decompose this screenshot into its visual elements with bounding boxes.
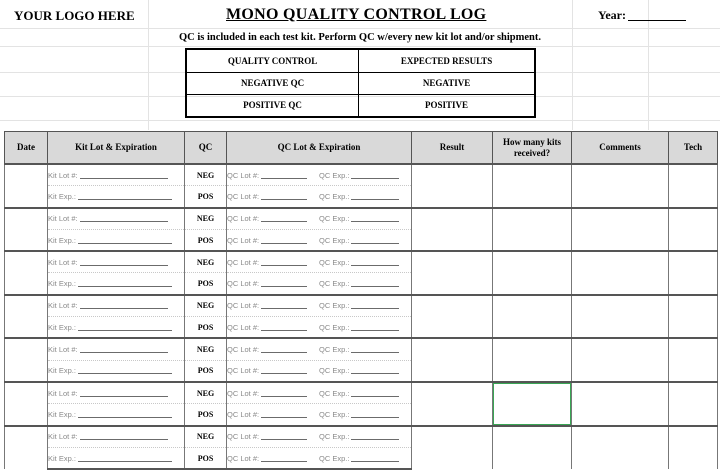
kit-lot-cell[interactable]: [48, 208, 185, 230]
tech-cell[interactable]: [669, 338, 718, 382]
field-label: QC Exp.:: [319, 366, 350, 376]
blank-line[interactable]: [261, 286, 307, 287]
field-label: Kit Exp.:: [48, 453, 76, 463]
kit-exp-cell[interactable]: [48, 447, 185, 469]
field-label: Kit Lot #:: [48, 345, 78, 355]
negative-result: NEGATIVE: [359, 72, 535, 94]
blank-line[interactable]: [80, 265, 168, 266]
field-label: QC Exp.:: [319, 453, 350, 463]
qc-pos-label: POS: [185, 447, 227, 469]
kit-lot-cell[interactable]: [48, 338, 185, 360]
blank-line[interactable]: [351, 417, 399, 418]
result-cell[interactable]: [412, 338, 493, 382]
qc-lot-cell[interactable]: [227, 426, 412, 448]
logo-placeholder: YOUR LOGO HERE: [14, 8, 135, 23]
field-label: QC Exp.:: [319, 322, 350, 332]
col-kit-lot: Kit Lot & Expiration: [48, 132, 185, 165]
kit-lot-cell[interactable]: [48, 382, 185, 404]
comments-cell[interactable]: [572, 295, 669, 339]
col-kits-received: How many kits received?: [493, 132, 572, 165]
qc-lot-cell[interactable]: [227, 295, 412, 317]
log-entry-neg-row: [5, 295, 718, 317]
field-label: QC Lot #:: [227, 301, 260, 311]
positive-result: POSITIVE: [359, 94, 535, 117]
col-tech: Tech: [669, 132, 718, 165]
qc-pos-label: POS: [185, 273, 227, 295]
field-label: QC Lot #:: [227, 432, 260, 442]
field-label: Kit Exp.:: [48, 409, 76, 419]
qc-lot-cell[interactable]: [227, 338, 412, 360]
blank-line[interactable]: [78, 243, 172, 244]
result-cell[interactable]: [412, 164, 493, 208]
blank-line[interactable]: [351, 373, 399, 374]
blank-line[interactable]: [78, 330, 172, 331]
qc-exp-cell[interactable]: [227, 229, 412, 251]
page-title: MONO QUALITY CONTROL LOG: [226, 6, 487, 23]
blank-line[interactable]: [351, 396, 399, 397]
kit-lot-cell[interactable]: [48, 164, 185, 186]
log-entry-neg-row: [5, 426, 718, 448]
field-label: QC Exp.:: [319, 345, 350, 355]
result-cell[interactable]: [412, 251, 493, 295]
log-entry-neg-row: [5, 382, 718, 404]
blank-line[interactable]: [261, 308, 307, 309]
comments-cell[interactable]: [572, 251, 669, 295]
date-cell[interactable]: [5, 382, 48, 426]
grid-line: [148, 0, 149, 130]
field-label: QC Lot #:: [227, 345, 260, 355]
tech-cell[interactable]: [669, 426, 718, 470]
qc-neg-label: NEG: [185, 382, 227, 404]
field-label: Kit Exp.:: [48, 279, 76, 289]
blank-line[interactable]: [261, 461, 307, 462]
qc-exp-cell[interactable]: [227, 317, 412, 339]
log-entry-neg-row: [5, 164, 718, 186]
blank-line[interactable]: [351, 265, 399, 266]
qc-neg-label: NEG: [185, 208, 227, 230]
result-cell[interactable]: [412, 426, 493, 470]
log-entry-neg-row: [5, 251, 718, 273]
comments-cell[interactable]: [572, 426, 669, 470]
kits-received-cell[interactable]: [493, 164, 572, 208]
blank-line[interactable]: [261, 265, 307, 266]
kit-exp-cell[interactable]: [48, 317, 185, 339]
qc-pos-label: POS: [185, 360, 227, 382]
qc-neg-label: NEG: [185, 338, 227, 360]
field-label: QC Exp.:: [319, 170, 350, 180]
qc-pos-label: POS: [185, 229, 227, 251]
kit-exp-cell[interactable]: [48, 273, 185, 295]
result-cell[interactable]: [412, 295, 493, 339]
qc-lot-cell[interactable]: [227, 382, 412, 404]
log-entry-neg-row: [5, 208, 718, 230]
blank-line[interactable]: [80, 352, 168, 353]
qc-neg-label: NEG: [185, 164, 227, 186]
col-date: Date: [5, 132, 48, 165]
qc-pos-label: POS: [185, 186, 227, 208]
kits-received-cell[interactable]: [493, 208, 572, 252]
kit-lot-cell[interactable]: [48, 251, 185, 273]
date-cell[interactable]: [5, 208, 48, 252]
field-label: Kit Lot #:: [48, 257, 78, 267]
blank-line[interactable]: [78, 417, 172, 418]
blank-line[interactable]: [80, 178, 168, 179]
blank-line[interactable]: [261, 352, 307, 353]
blank-line[interactable]: [261, 199, 307, 200]
field-label: QC Lot #:: [227, 409, 260, 419]
field-label: Kit Exp.:: [48, 235, 76, 245]
field-label: QC Lot #:: [227, 279, 260, 289]
kit-lot-cell[interactable]: [48, 295, 185, 317]
field-label: QC Lot #:: [227, 170, 260, 180]
blank-line[interactable]: [80, 396, 168, 397]
field-label: Kit Lot #:: [48, 170, 78, 180]
field-label: QC Exp.:: [319, 301, 350, 311]
col-comments: Comments: [572, 132, 669, 165]
field-label: Kit Exp.:: [48, 366, 76, 376]
field-label: QC Exp.:: [319, 214, 350, 224]
instruction-note: QC is included in each test kit. Perform QC w/every new kit lot and/or shipment.: [178, 32, 542, 43]
blank-line[interactable]: [78, 199, 172, 200]
kits-received-cell[interactable]: [493, 338, 572, 382]
field-label: QC Lot #:: [227, 235, 260, 245]
qc-log-table: [4, 131, 718, 470]
field-label: Kit Lot #:: [48, 301, 78, 311]
field-label: Kit Exp.:: [48, 191, 76, 201]
grid-line: [572, 0, 573, 130]
kits-received-cell[interactable]: [493, 295, 572, 339]
blank-line[interactable]: [261, 417, 307, 418]
blank-line[interactable]: [351, 243, 399, 244]
date-cell[interactable]: [5, 295, 48, 339]
grid-line: [0, 28, 720, 29]
tech-cell[interactable]: [669, 164, 718, 208]
blank-line[interactable]: [261, 396, 307, 397]
qc-exp-cell[interactable]: [227, 273, 412, 295]
field-label: QC Exp.:: [319, 235, 350, 245]
blank-line[interactable]: [351, 199, 399, 200]
qc-lot-cell[interactable]: [227, 208, 412, 230]
year-field[interactable]: [598, 8, 686, 23]
expected-results-table: [185, 48, 536, 118]
blank-line[interactable]: [351, 439, 399, 440]
log-header-row: [5, 132, 718, 165]
comments-cell[interactable]: [572, 382, 669, 426]
negative-qc-label: NEGATIVE QC: [186, 72, 359, 94]
kit-exp-cell[interactable]: [48, 186, 185, 208]
tech-cell[interactable]: [669, 251, 718, 295]
kit-exp-cell[interactable]: [48, 360, 185, 382]
qc-pos-label: POS: [185, 404, 227, 426]
kit-exp-cell[interactable]: [48, 404, 185, 426]
kits-received-cell[interactable]: [493, 382, 572, 426]
field-label: QC Exp.:: [319, 388, 350, 398]
comments-cell[interactable]: [572, 208, 669, 252]
field-label: QC Exp.:: [319, 191, 350, 201]
kit-lot-cell[interactable]: [48, 426, 185, 448]
blank-line[interactable]: [78, 286, 172, 287]
kits-received-cell[interactable]: [493, 251, 572, 295]
blank-line[interactable]: [351, 308, 399, 309]
field-label: Kit Lot #:: [48, 388, 78, 398]
kits-received-cell[interactable]: [493, 426, 572, 470]
result-cell[interactable]: [412, 208, 493, 252]
field-label: QC Lot #:: [227, 453, 260, 463]
year-label: Year:: [598, 8, 626, 22]
field-label: QC Lot #:: [227, 257, 260, 267]
field-label: QC Lot #:: [227, 214, 260, 224]
grid-line: [0, 120, 720, 121]
kit-exp-cell[interactable]: [48, 229, 185, 251]
col-result: Result: [412, 132, 493, 165]
date-cell[interactable]: [5, 338, 48, 382]
field-label: QC Lot #:: [227, 191, 260, 201]
log-body: [5, 164, 718, 469]
blank-line[interactable]: [261, 178, 307, 179]
blank-line[interactable]: [261, 373, 307, 374]
comments-cell[interactable]: [572, 338, 669, 382]
comments-cell[interactable]: [572, 164, 669, 208]
blank-line[interactable]: [351, 330, 399, 331]
qc-neg-label: NEG: [185, 251, 227, 273]
field-label: QC Lot #:: [227, 322, 260, 332]
blank-line[interactable]: [80, 308, 168, 309]
tech-cell[interactable]: [669, 295, 718, 339]
blank-line[interactable]: [351, 286, 399, 287]
blank-line[interactable]: [78, 373, 172, 374]
header-expected-results: EXPECTED RESULTS: [359, 49, 535, 72]
result-cell[interactable]: [412, 382, 493, 426]
log-entry-neg-row: [5, 338, 718, 360]
blank-line[interactable]: [261, 243, 307, 244]
col-qc: QC: [185, 132, 227, 165]
blank-line[interactable]: [80, 439, 168, 440]
field-label: QC Exp.:: [319, 257, 350, 267]
blank-line[interactable]: [351, 178, 399, 179]
tech-cell[interactable]: [669, 208, 718, 252]
blank-line[interactable]: [78, 461, 172, 462]
field-label: QC Exp.:: [319, 432, 350, 442]
qc-exp-cell[interactable]: [227, 360, 412, 382]
field-label: QC Exp.:: [319, 279, 350, 289]
blank-line[interactable]: [351, 461, 399, 462]
tech-cell[interactable]: [669, 382, 718, 426]
field-label: Kit Exp.:: [48, 322, 76, 332]
qc-exp-cell[interactable]: [227, 447, 412, 469]
field-label: Kit Lot #:: [48, 214, 78, 224]
header-quality-control: QUALITY CONTROL: [186, 49, 359, 72]
qc-lot-cell[interactable]: [227, 164, 412, 186]
col-qc-lot: QC Lot & Expiration: [227, 132, 412, 165]
qc-neg-label: NEG: [185, 295, 227, 317]
qc-pos-label: POS: [185, 317, 227, 339]
qc-neg-label: NEG: [185, 426, 227, 448]
blank-line[interactable]: [261, 330, 307, 331]
blank-line[interactable]: [80, 221, 168, 222]
blank-line[interactable]: [351, 352, 399, 353]
field-label: QC Lot #:: [227, 366, 260, 376]
grid-line: [0, 46, 720, 47]
date-cell[interactable]: [5, 426, 48, 470]
blank-line[interactable]: [351, 221, 399, 222]
field-label: QC Exp.:: [319, 409, 350, 419]
positive-qc-label: POSITIVE QC: [186, 94, 359, 117]
blank-line[interactable]: [261, 221, 307, 222]
date-cell[interactable]: [5, 251, 48, 295]
year-blank-line[interactable]: [628, 20, 686, 21]
qc-exp-cell[interactable]: [227, 404, 412, 426]
blank-line[interactable]: [261, 439, 307, 440]
date-cell[interactable]: [5, 164, 48, 208]
qc-lot-cell[interactable]: [227, 251, 412, 273]
field-label: Kit Lot #:: [48, 432, 78, 442]
field-label: QC Lot #:: [227, 388, 260, 398]
qc-exp-cell[interactable]: [227, 186, 412, 208]
